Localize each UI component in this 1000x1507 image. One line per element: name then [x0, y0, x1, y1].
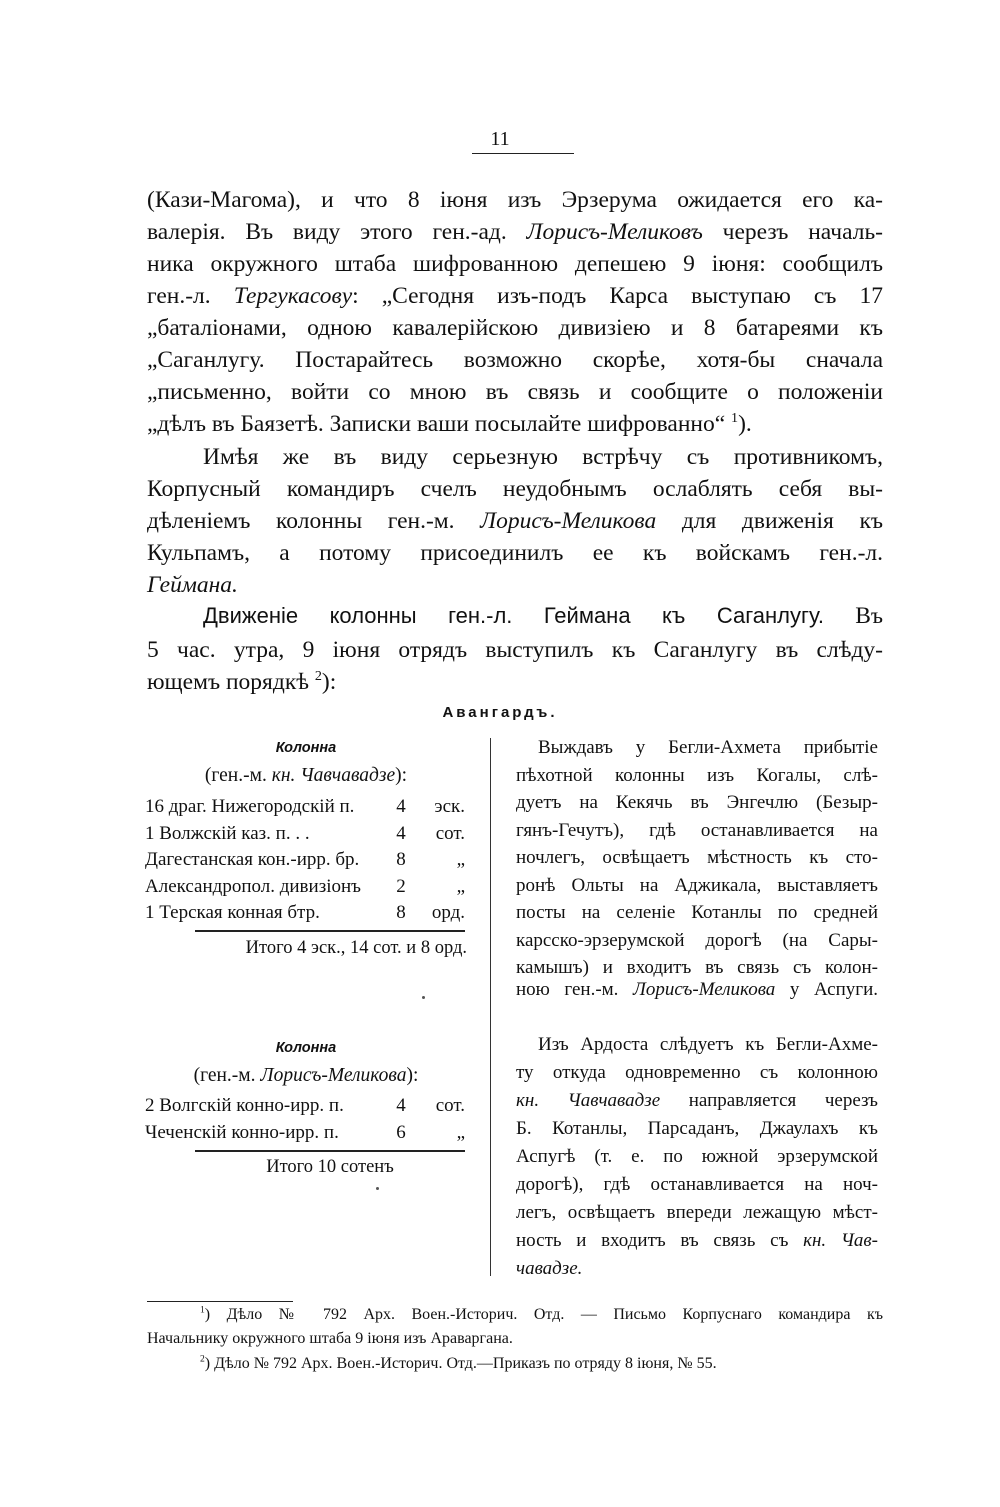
unit-row — [145, 1120, 465, 1146]
unit-unit: эск. — [434, 796, 465, 817]
unit-name: Александропол. дивизіонъ — [145, 875, 361, 897]
route-line: легъ, освѣщаетъ впереди лежащую мѣст- — [516, 1202, 878, 1223]
route-line: кн. Чавчавадзе направляется черезъ — [516, 1090, 878, 1111]
footnote-ref: 1 — [731, 410, 739, 427]
body-line: Имѣя же въ виду серьезную встрѣчу съ противникомъ, — [203, 444, 883, 470]
footnote-rule — [147, 1301, 293, 1302]
total-rule — [195, 1150, 465, 1152]
route-line: Изъ Ардоста слѣдуетъ къ Бегли-Ахме- — [538, 1034, 878, 1055]
route-line: гянъ-Гечутъ), гдѣ останавливается на — [516, 819, 878, 841]
unit-num: 2 — [396, 875, 406, 897]
body-line: Геймана. — [147, 572, 238, 598]
unit-name: Чеченскій конно-ирр. п. — [145, 1122, 339, 1143]
column-title: Колонна — [275, 1040, 337, 1056]
unit-unit: сот. — [435, 822, 465, 844]
route-line: Выждавъ у Бегли-Ахмета прибытіе — [538, 737, 878, 758]
unit-num: 8 — [396, 902, 406, 923]
unit-unit: „ — [456, 1122, 465, 1143]
footnote-ref: 2 — [314, 668, 322, 685]
avantgarde-heading: Авангардъ. — [442, 704, 558, 721]
route-line: Аспугѣ (т. е. по южной эрзерумской — [516, 1146, 878, 1167]
unit-row — [145, 1093, 465, 1119]
unit-num: 6 — [396, 1122, 406, 1143]
unit-name: 1 Терская конная бтр. — [145, 902, 320, 923]
body-line: ника окружного штаба шифрованною депешею 9 іюня: сообщилъ — [147, 251, 883, 277]
body-line: Движеніе колонны ген.-л. Геймана къ Саганлугу. Въ — [203, 603, 884, 629]
unit-name: Дагестанская кон.-ирр. бр. — [145, 849, 360, 870]
print-speck — [422, 996, 425, 999]
route-line: карсско-эрзерумской дорогѣ (на Сары- — [516, 929, 878, 951]
column-divider — [490, 738, 491, 1276]
unit-unit: орд. — [431, 902, 465, 923]
unit-row — [145, 874, 465, 900]
unit-num: 8 — [396, 849, 406, 870]
body-line: Кульпамъ, а потому присоединилъ ее къ войскамъ ген.-л. — [147, 540, 883, 566]
route-line: ною ген.-м. Лорисъ-Меликова у Аспуги. — [516, 979, 878, 1000]
route-line: пѣхотной колонны изъ Когалы, слѣ- — [516, 764, 878, 786]
unit-name: 2 Волгскій конно-ирр. п. — [145, 1095, 344, 1116]
footnote: $^2$) Дѣло № 792 Арх. Воен.-Историч. Отд.—Приказъ по отряду 8 іюня, № 55. — [200, 1353, 717, 1372]
unit-name: 1 Волжскій каз. п. . . — [145, 822, 310, 844]
body-line: „письменно, войти со мною въ связь и сообщите о положеніи — [147, 379, 883, 405]
unit-row — [145, 821, 465, 847]
route-line: ту откуда одновременно съ колонною — [516, 1062, 878, 1083]
route-line: посты на селеніе Котанлы по средней — [516, 902, 878, 923]
body-line: (Кази-Магома), и что 8 іюня изъ Эрзерума ожидается его ка- — [147, 187, 883, 213]
column-commander: (ген.-м. Лорисъ-Меликова): — [193, 1065, 419, 1086]
body-line: „дѣлъ въ Баязетѣ. Записки ваши посылайте шифрованно“ $^1$). — [147, 410, 752, 437]
page-number: 11 — [490, 128, 510, 150]
unit-unit: сот. — [435, 1095, 465, 1116]
unit-row — [145, 794, 465, 820]
unit-unit: „ — [456, 875, 465, 897]
column-title: Колонна — [275, 740, 337, 756]
unit-num: 4 — [396, 1095, 406, 1116]
column-total: Итого 10 сотенъ — [266, 1157, 394, 1177]
body-line: валерія. Въ виду этого ген.-ад. Лорисъ-Меликовъ черезъ началь- — [147, 219, 883, 245]
unit-row — [145, 900, 465, 926]
route-line: ронѣ Ольты на Аджикала, выставляетъ — [516, 874, 878, 896]
route-line: дуетъ на Кекячь въ Энгечлю (Безыр- — [516, 792, 878, 813]
route-line: камышъ) и входитъ въ связь съ колон- — [516, 957, 878, 978]
body-line: ющемъ порядкѣ $^2$): — [147, 668, 337, 695]
column-commander: (ген.-м. кн. Чавчавадзе): — [204, 765, 408, 786]
body-line: дѣленіемъ колонны ген.-м. Лорисъ-Меликова для движенія къ — [147, 508, 884, 534]
column-total: Итого 4 эск., 14 сот. и 8 орд. — [245, 938, 467, 958]
route-line: чавадзе. — [516, 1258, 583, 1279]
unit-num: 4 — [396, 822, 406, 844]
total-rule — [195, 930, 465, 932]
unit-num: 4 — [396, 796, 406, 817]
page-number-rule — [472, 153, 574, 154]
route-line: ность и входитъ въ связь съ кн. Чав- — [516, 1230, 878, 1251]
section-title: Движеніе колонны ген.-л. Геймана къ Саганлугу. — [203, 603, 824, 628]
route-line: Б. Котанлы, Парсаданъ, Джаулахъ къ — [516, 1118, 878, 1139]
print-speck — [376, 1187, 379, 1190]
unit-row — [145, 847, 465, 873]
body-line: „Саганлугу. Постарайтесь возможно скорѣе, хотя-бы сначала — [147, 347, 883, 373]
footnote: Начальнику окружного штаба 9 іюня изъ Араваргана. — [147, 1330, 513, 1347]
footnote: $^1$) Дѣло № 792 Арх. Воен.-Историч. Отд. — Письмо Корпуснаго командира къ — [200, 1304, 884, 1323]
route-line: ночлегъ, освѣщаетъ мѣстность къ сто- — [516, 847, 878, 868]
unit-unit: „ — [456, 849, 465, 870]
body-line: Корпусный командиръ счелъ неудобнымъ ослаблять себя вы- — [147, 476, 883, 502]
body-line: „баталіонами, одною кавалерійскою дивизіею и 8 батареями къ — [147, 315, 883, 341]
body-line: 5 час. утра, 9 іюня отрядъ выступилъ къ Саганлугу въ слѣду- — [147, 637, 883, 663]
unit-name: 16 драг. Нижегородскій п. — [145, 796, 355, 817]
route-line: дорогѣ), гдѣ останавливается на ноч- — [516, 1174, 878, 1195]
body-line: ген.-л. Тергукасову: „Сегодня изъ-подъ Карса выступаю съ 17 — [147, 283, 884, 309]
